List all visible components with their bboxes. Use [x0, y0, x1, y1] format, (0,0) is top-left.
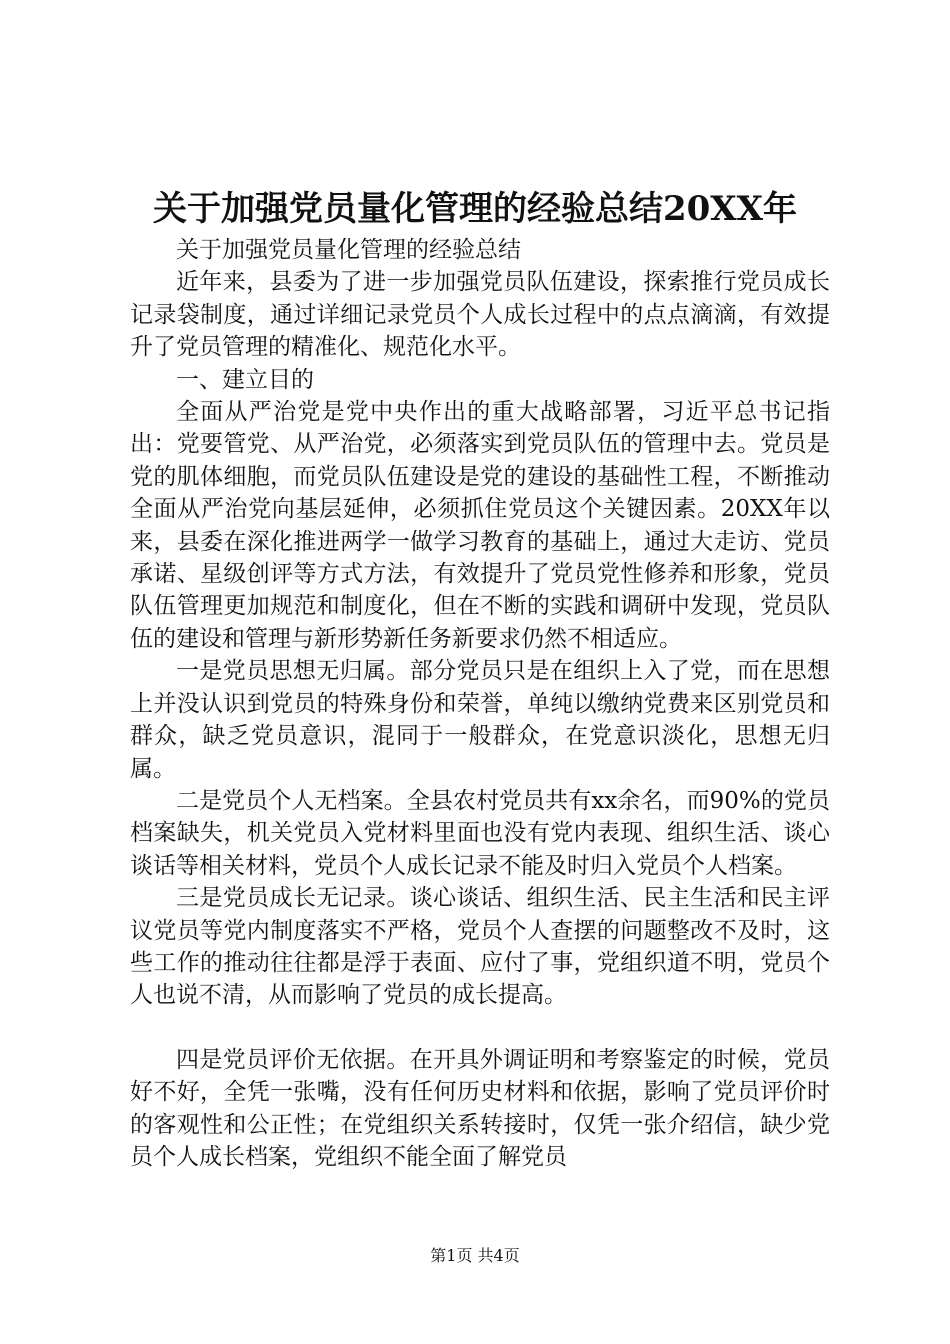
body-paragraph: 三是党员成长无记录。谈心谈话、组织生活、民主生活和民主评议党员等党内制度落实不严格，党员个人查摆的问题整改不及时，这些工作的推动往往都是浮于表面、应付了事，党组织道不明，党员个人也说不清，从而影响了党员的成长提高。	[130, 885, 830, 1009]
intro-paragraph: 近年来，县委为了进一步加强党员队伍建设，探索推行党员成长记录袋制度，通过详细记录党员个人成长过程中的点点滴滴，有效提升了党员管理的精准化、规范化水平。	[130, 269, 830, 361]
body-paragraph: 全面从严治党是党中央作出的重大战略部署，习近平总书记指出：党要管党、从严治党，必须落实到党员队伍的管理中去。党员是党的肌体细胞，而党员队伍建设是党的建设的基础性工程，不断推动全面从严治党向基层延伸，必须抓住党员这个关键因素。20XX年以来，县委在深化推进两学一做学习教育的基础上，通过大走访、党员承诺、星级创评等方式方法，有效提升了党员党性修养和形象，党员队伍管理更加规范和制度化，但在不断的实践和调研中发现，党员队伍的建设和管理与新形势新任务新要求仍然不相适应。	[130, 399, 830, 652]
subtitle-paragraph: 关于加强党员量化管理的经验总结	[176, 237, 521, 263]
document-title: 关于加强党员量化管理的经验总结20XX年	[152, 189, 798, 229]
section-heading: 一、建立目的	[176, 366, 314, 393]
body-paragraph: 二是党员个人无档案。全县农村党员共有xx余名，而90%的党员档案缺失，机关党员入党材料里面也没有党内表现、组织生活、谈心谈话等相关材料，党员个人成长记录不能及时归入党员个人档案。	[130, 787, 830, 879]
document-body	[130, 234, 830, 1173]
body-paragraph: 一是党员思想无归属。部分党员只是在组织上入了党，而在思想上并没认识到党员的特殊身份和荣誉，单纯以缴纳党费来区别党员和群众，缺乏党员意识，混同于一般群众，在党意识淡化，思想无归属。	[130, 658, 830, 782]
page-number: 第1页 共4页	[430, 1246, 520, 1265]
body-paragraph: 四是党员评价无依据。在开具外调证明和考察鉴定的时候，党员好不好，全凭一张嘴，没有任何历史材料和依据，影响了党员评价时的客观性和公正性；在党组织关系转接时，仅凭一张介绍信，缺少党员个人成长档案，党组织不能全面了解党员	[130, 1046, 830, 1170]
